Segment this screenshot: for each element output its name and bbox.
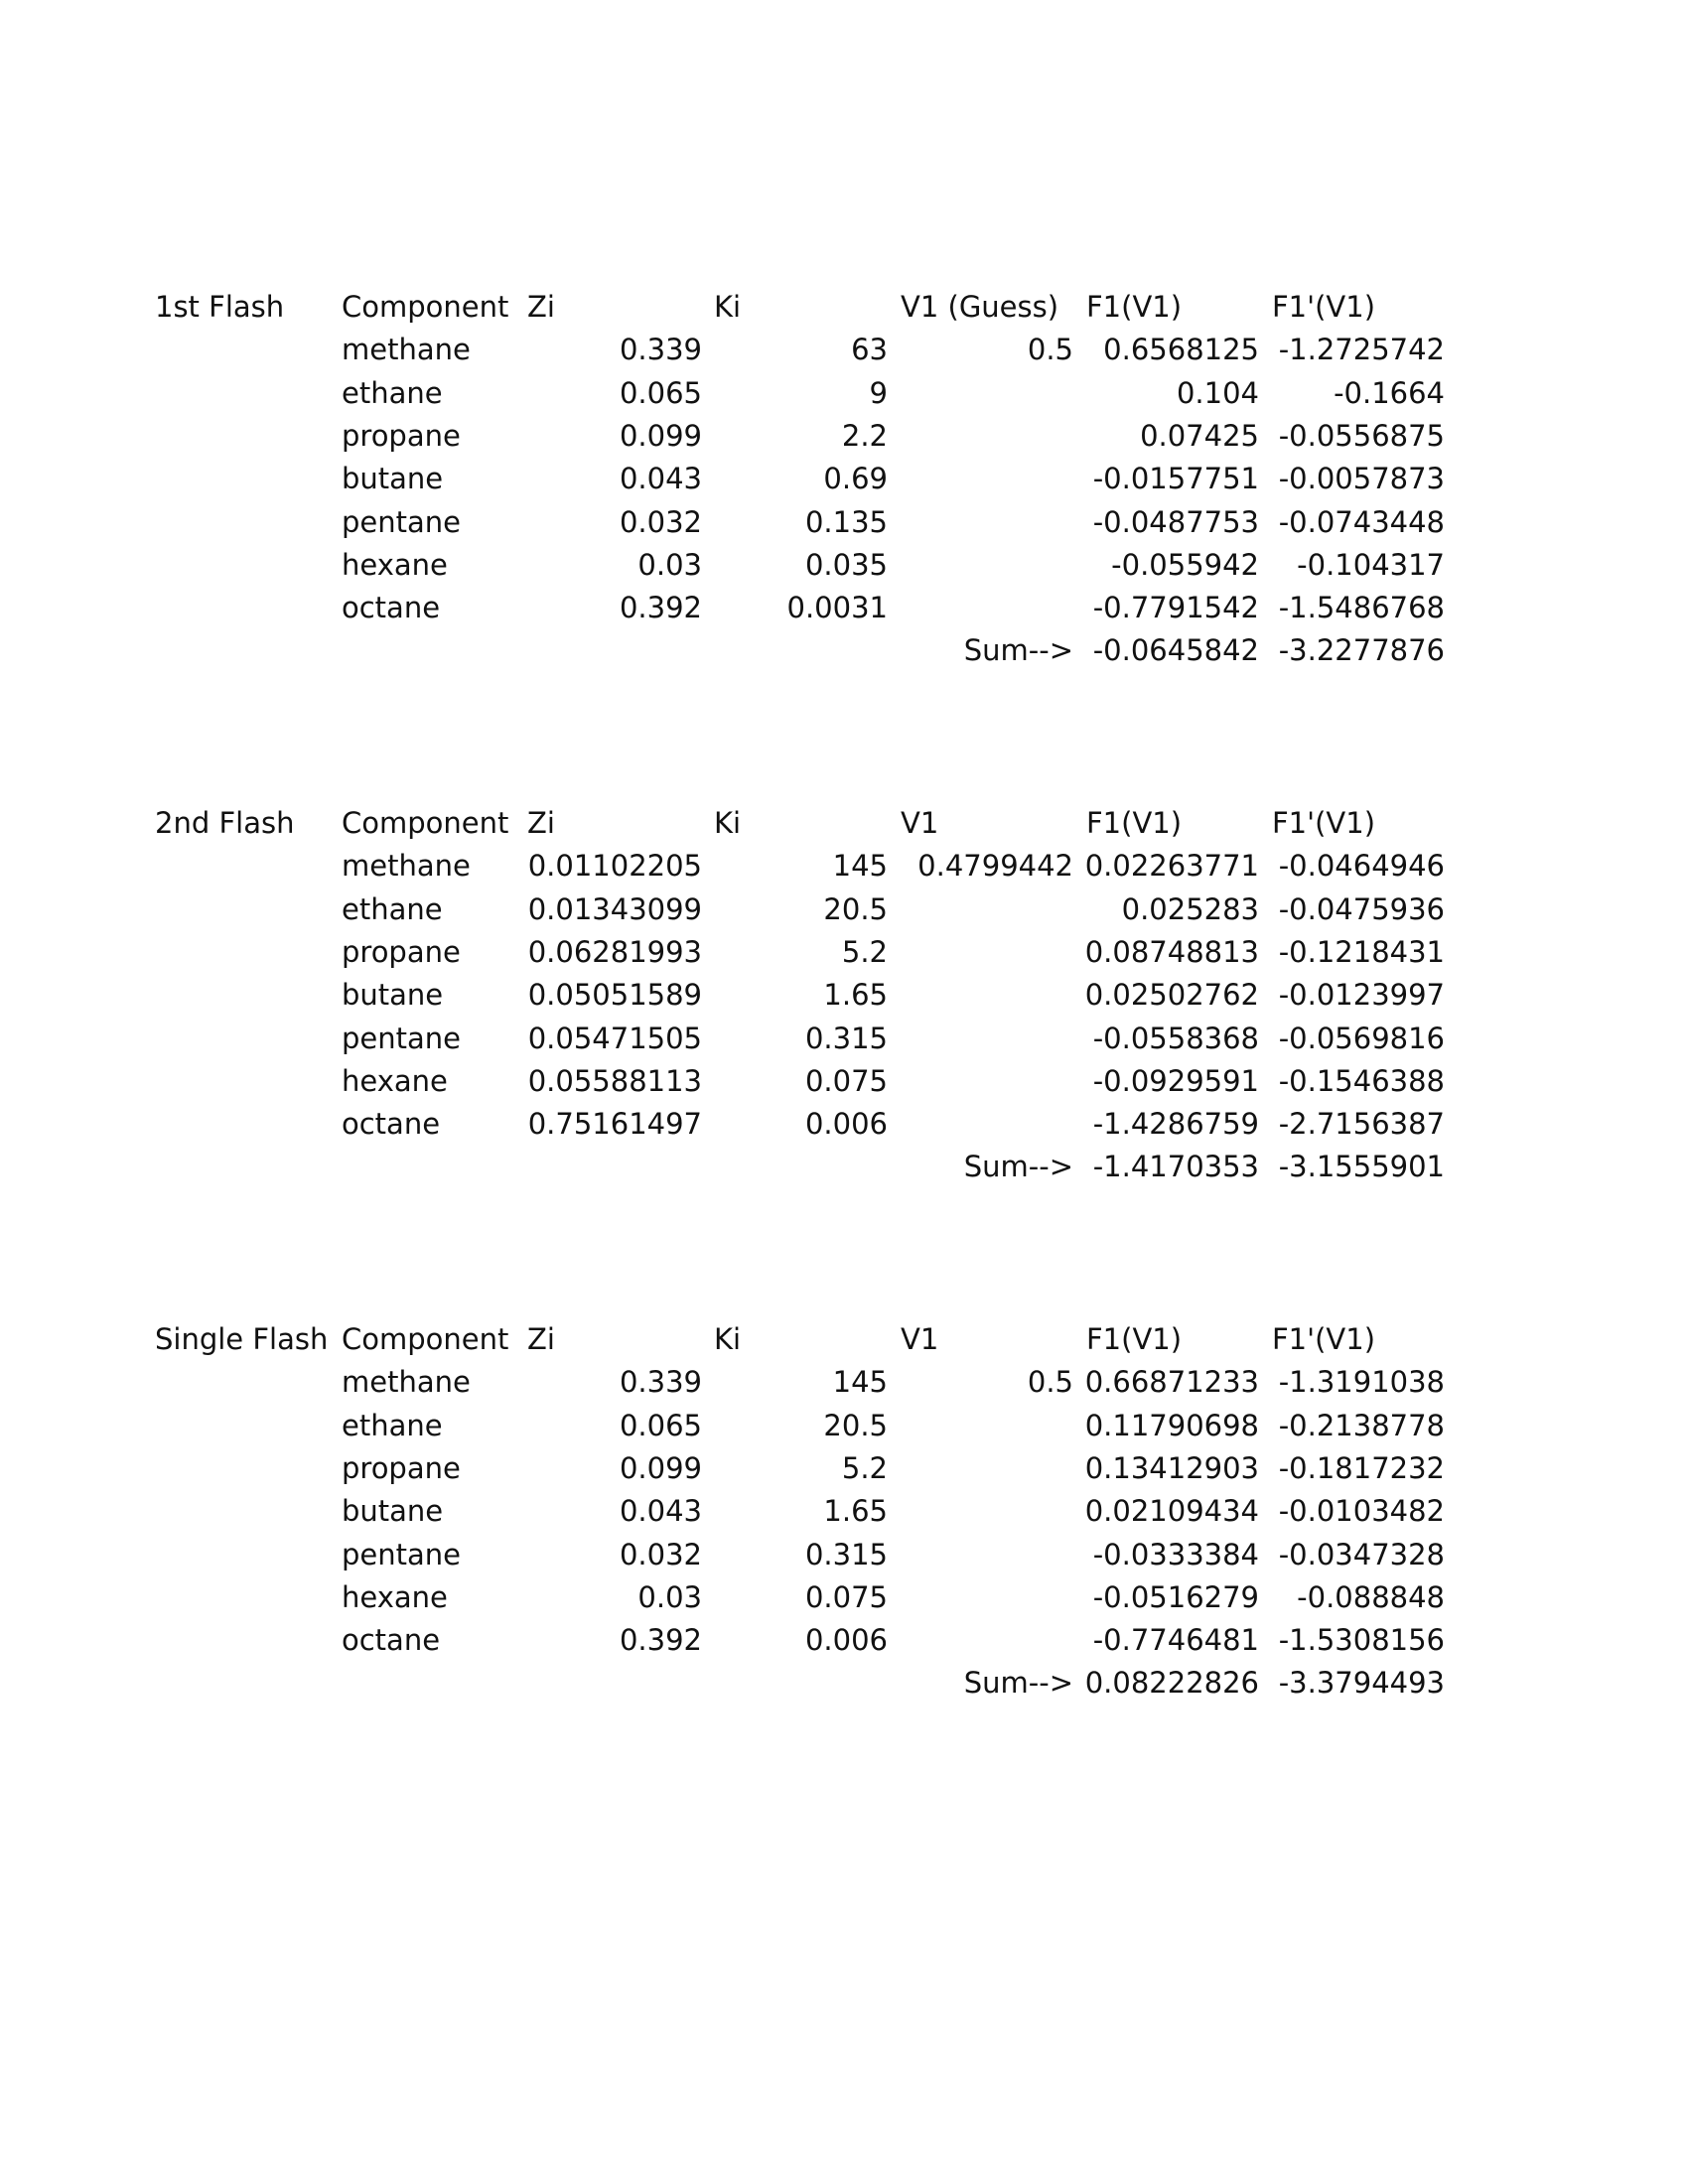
f1-prime-cell: -1.3191038: [1278, 1365, 1445, 1400]
table-row: [0, 462, 1688, 508]
v1-header: V1 (Guess): [901, 290, 1059, 324]
ki-header: Ki: [714, 1322, 742, 1356]
zi-cell: 0.01343099: [527, 891, 702, 926]
ki-cell: 0.135: [804, 504, 888, 539]
v1-cell: 0.4799442: [917, 849, 1073, 884]
f1-prime-cell: -0.1546388: [1278, 1063, 1445, 1098]
sum-row: [0, 1150, 1688, 1196]
header-row: [0, 1322, 1688, 1369]
table-row: [0, 504, 1688, 552]
component-cell: methane: [342, 849, 471, 884]
f1-cell: 0.66871233: [1084, 1365, 1259, 1400]
component-header: Component: [342, 1322, 509, 1356]
zi-cell: 0.01102205: [527, 849, 702, 884]
table-row: [0, 1450, 1688, 1498]
f1-prime-cell: -0.104317: [1297, 547, 1445, 582]
zi-header: Zi: [527, 290, 555, 324]
f1-prime-cell: -1.5308156: [1278, 1623, 1445, 1658]
table-row: [0, 849, 1688, 895]
f1-prime-header: F1'(V1): [1272, 1322, 1376, 1356]
ki-cell: 5.2: [841, 1450, 888, 1485]
sum-f1-cell: -1.4170353: [1092, 1150, 1259, 1184]
f1-prime-cell: -0.0556875: [1278, 418, 1445, 453]
component-cell: butane: [342, 978, 444, 1013]
ki-cell: 0.075: [804, 1063, 888, 1098]
zi-cell: 0.065: [619, 375, 702, 410]
f1-header: F1(V1): [1086, 1322, 1183, 1356]
f1-cell: 0.13412903: [1084, 1450, 1259, 1485]
ki-cell: 63: [851, 333, 888, 367]
f1-prime-cell: -0.088848: [1297, 1579, 1445, 1614]
ki-cell: 20.5: [823, 1408, 888, 1442]
table-row: [0, 1494, 1688, 1541]
section-title: 2nd Flash: [155, 806, 295, 840]
v1-header: V1: [901, 1322, 939, 1356]
f1-cell: -0.055942: [1111, 547, 1259, 582]
sum-f1-cell: 0.08222826: [1084, 1666, 1259, 1701]
zi-cell: 0.75161497: [527, 1107, 702, 1142]
component-cell: propane: [342, 934, 461, 969]
f1-cell: -0.7791542: [1092, 591, 1259, 625]
component-cell: methane: [342, 333, 471, 367]
component-cell: pentane: [342, 1021, 461, 1055]
header-row: [0, 806, 1688, 853]
f1-cell: -1.4286759: [1092, 1107, 1259, 1142]
table-row: [0, 1408, 1688, 1455]
component-header: Component: [342, 806, 509, 840]
f1-prime-cell: -1.5486768: [1278, 591, 1445, 625]
table-row: [0, 333, 1688, 379]
f1-prime-cell: -0.0057873: [1278, 462, 1445, 496]
ki-cell: 1.65: [823, 978, 888, 1013]
zi-cell: 0.043: [619, 1494, 702, 1529]
f1-prime-cell: -0.0569816: [1278, 1021, 1445, 1055]
component-cell: butane: [342, 1494, 444, 1529]
ki-cell: 0.006: [804, 1107, 888, 1142]
f1-prime-cell: -0.0103482: [1278, 1494, 1445, 1529]
table-row: [0, 1579, 1688, 1627]
zi-header: Zi: [527, 806, 555, 840]
ki-cell: 0.315: [804, 1021, 888, 1055]
ki-cell: 145: [832, 1365, 888, 1400]
f1-cell: -0.7746481: [1092, 1623, 1259, 1658]
zi-cell: 0.339: [619, 333, 702, 367]
table-row: [0, 891, 1688, 939]
component-cell: hexane: [342, 547, 448, 582]
f1-prime-header: F1'(V1): [1272, 290, 1376, 324]
table-row: [0, 1107, 1688, 1154]
component-cell: methane: [342, 1365, 471, 1400]
header-row: [0, 290, 1688, 337]
component-cell: butane: [342, 462, 444, 496]
f1-prime-cell: -0.0475936: [1278, 891, 1445, 926]
sum-label: Sum-->: [963, 1150, 1073, 1184]
f1-prime-cell: -0.0464946: [1278, 849, 1445, 884]
component-cell: ethane: [342, 891, 443, 926]
zi-cell: 0.099: [619, 418, 702, 453]
table-row: [0, 418, 1688, 466]
f1-cell: -0.0516279: [1092, 1579, 1259, 1614]
component-header: Component: [342, 290, 509, 324]
f1-prime-header: F1'(V1): [1272, 806, 1376, 840]
component-cell: octane: [342, 591, 441, 625]
ki-cell: 0.315: [804, 1537, 888, 1571]
component-cell: octane: [342, 1623, 441, 1658]
ki-cell: 0.006: [804, 1623, 888, 1658]
table-row: [0, 591, 1688, 637]
table-row: [0, 1537, 1688, 1584]
f1-cell: -0.0157751: [1092, 462, 1259, 496]
f1-cell: 0.08748813: [1084, 934, 1259, 969]
f1-prime-cell: -0.1218431: [1278, 934, 1445, 969]
zi-header: Zi: [527, 1322, 555, 1356]
zi-cell: 0.032: [619, 1537, 702, 1571]
f1-cell: -0.0558368: [1092, 1021, 1259, 1055]
sum-f1-cell: -0.0645842: [1092, 633, 1259, 668]
component-cell: pentane: [342, 1537, 461, 1571]
component-cell: ethane: [342, 1408, 443, 1442]
sum-f1-prime-cell: -3.1555901: [1278, 1150, 1445, 1184]
section-title: Single Flash: [155, 1322, 329, 1356]
table-row: [0, 1623, 1688, 1670]
ki-cell: 20.5: [823, 891, 888, 926]
table-row: [0, 1063, 1688, 1111]
sum-row: [0, 1666, 1688, 1712]
zi-cell: 0.03: [637, 1579, 702, 1614]
f1-prime-cell: -0.1817232: [1278, 1450, 1445, 1485]
f1-cell: -0.0333384: [1092, 1537, 1259, 1571]
zi-cell: 0.03: [637, 547, 702, 582]
table-row: [0, 375, 1688, 423]
f1-prime-cell: -1.2725742: [1278, 333, 1445, 367]
ki-cell: 0.69: [823, 462, 888, 496]
f1-prime-cell: -0.2138778: [1278, 1408, 1445, 1442]
component-cell: hexane: [342, 1579, 448, 1614]
sum-row: [0, 633, 1688, 680]
ki-cell: 1.65: [823, 1494, 888, 1529]
zi-cell: 0.392: [619, 1623, 702, 1658]
ki-header: Ki: [714, 290, 742, 324]
table-row: [0, 1365, 1688, 1412]
ki-cell: 0.035: [804, 547, 888, 582]
table-row: [0, 1021, 1688, 1068]
ki-cell: 5.2: [841, 934, 888, 969]
zi-cell: 0.05051589: [527, 978, 702, 1013]
component-cell: octane: [342, 1107, 441, 1142]
component-cell: ethane: [342, 375, 443, 410]
component-cell: hexane: [342, 1063, 448, 1098]
ki-cell: 9: [869, 375, 888, 410]
f1-cell: 0.02502762: [1084, 978, 1259, 1013]
f1-cell: 0.07425: [1140, 418, 1259, 453]
zi-cell: 0.065: [619, 1408, 702, 1442]
ki-header: Ki: [714, 806, 742, 840]
sum-label: Sum-->: [963, 1666, 1073, 1701]
f1-header: F1(V1): [1086, 290, 1183, 324]
zi-cell: 0.392: [619, 591, 702, 625]
table-row: [0, 978, 1688, 1024]
zi-cell: 0.06281993: [527, 934, 702, 969]
f1-cell: 0.6568125: [1103, 333, 1259, 367]
zi-cell: 0.032: [619, 504, 702, 539]
f1-prime-cell: -0.0347328: [1278, 1537, 1445, 1571]
f1-cell: 0.02263771: [1084, 849, 1259, 884]
f1-cell: -0.0929591: [1092, 1063, 1259, 1098]
component-cell: pentane: [342, 504, 461, 539]
table-row: [0, 934, 1688, 982]
v1-cell: 0.5: [1027, 333, 1073, 367]
sum-f1-prime-cell: -3.3794493: [1278, 1666, 1445, 1701]
f1-prime-cell: -2.7156387: [1278, 1107, 1445, 1142]
ki-cell: 0.0031: [786, 591, 888, 625]
zi-cell: 0.339: [619, 1365, 702, 1400]
f1-prime-cell: -0.0743448: [1278, 504, 1445, 539]
f1-header: F1(V1): [1086, 806, 1183, 840]
f1-cell: 0.104: [1176, 375, 1259, 410]
table-row: [0, 547, 1688, 595]
v1-header: V1: [901, 806, 939, 840]
sum-label: Sum-->: [963, 633, 1073, 668]
f1-cell: 0.025283: [1121, 891, 1259, 926]
ki-cell: 0.075: [804, 1579, 888, 1614]
sum-f1-prime-cell: -3.2277876: [1278, 633, 1445, 668]
f1-cell: 0.11790698: [1084, 1408, 1259, 1442]
zi-cell: 0.05471505: [527, 1021, 702, 1055]
f1-cell: 0.02109434: [1084, 1494, 1259, 1529]
zi-cell: 0.099: [619, 1450, 702, 1485]
section-title: 1st Flash: [155, 290, 285, 324]
v1-cell: 0.5: [1027, 1365, 1073, 1400]
f1-prime-cell: -0.1664: [1334, 375, 1445, 410]
zi-cell: 0.043: [619, 462, 702, 496]
ki-cell: 2.2: [841, 418, 888, 453]
zi-cell: 0.05588113: [527, 1063, 702, 1098]
f1-cell: -0.0487753: [1092, 504, 1259, 539]
component-cell: propane: [342, 1450, 461, 1485]
ki-cell: 145: [832, 849, 888, 884]
component-cell: propane: [342, 418, 461, 453]
f1-prime-cell: -0.0123997: [1278, 978, 1445, 1013]
